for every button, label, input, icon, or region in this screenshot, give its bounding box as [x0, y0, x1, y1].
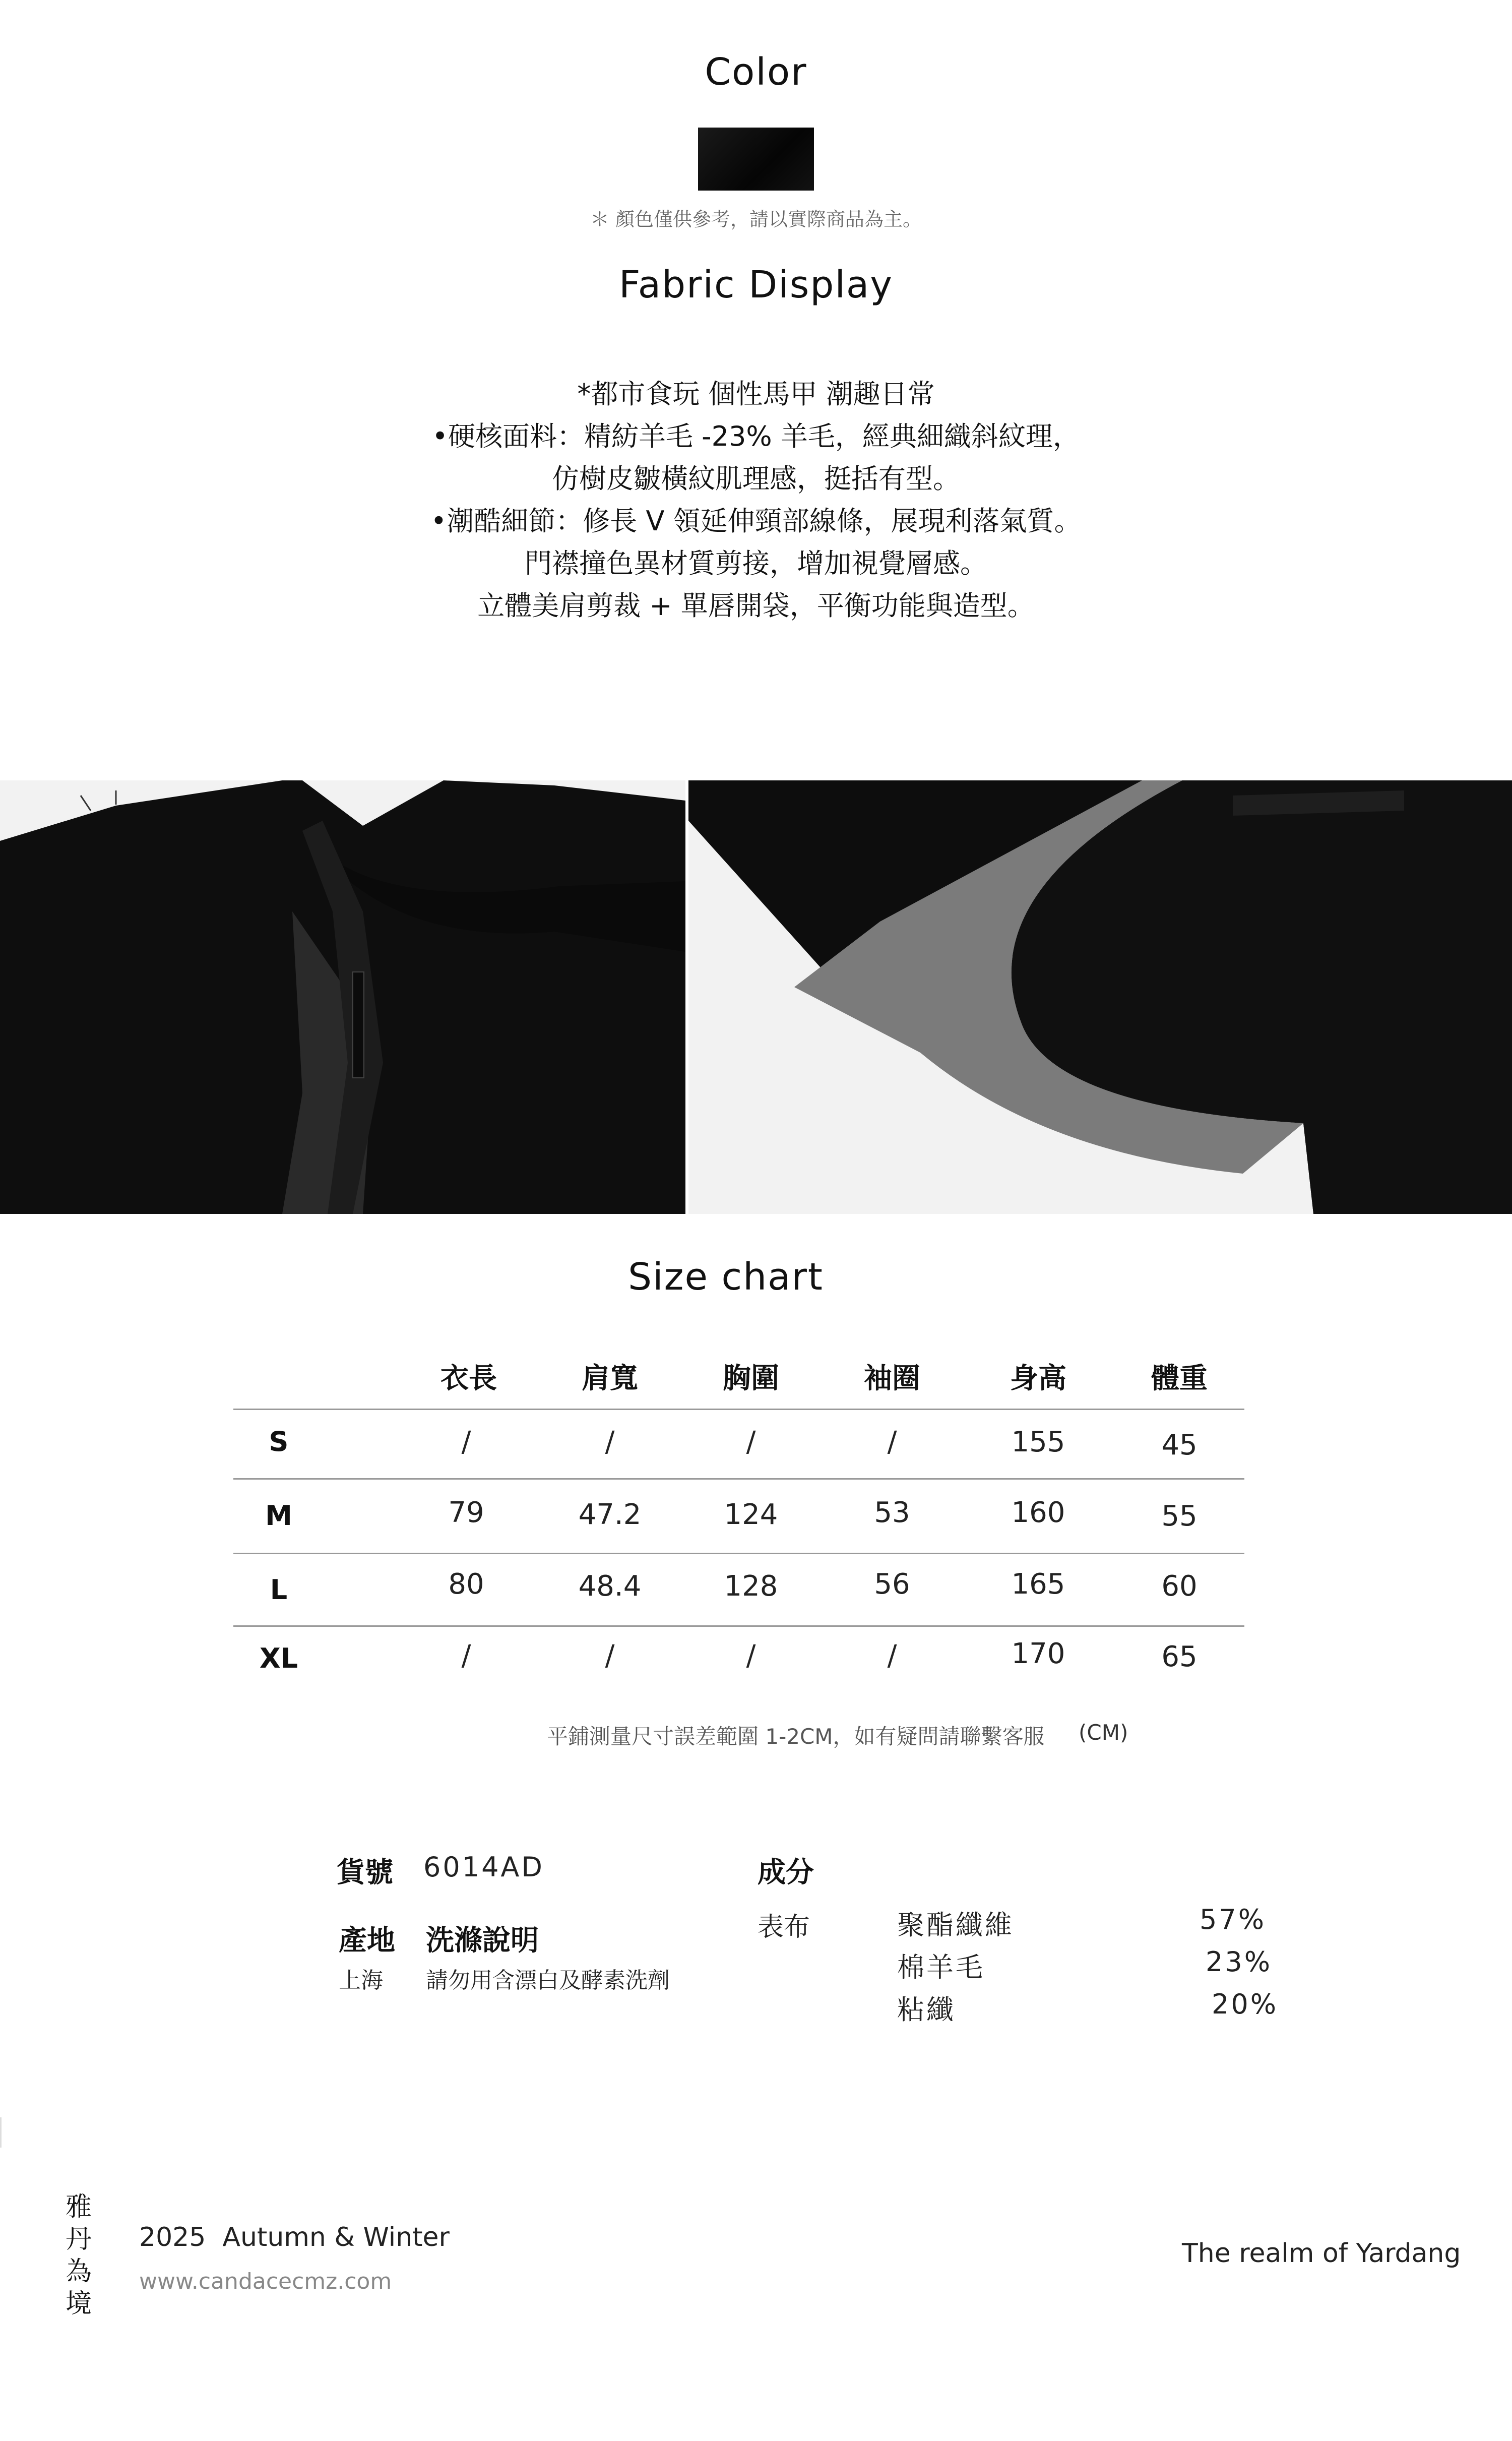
material-name: 聚酯纖維 — [897, 1909, 1014, 1941]
table-cell: / — [461, 1426, 471, 1458]
column-header: 衣長 — [440, 1362, 497, 1395]
vest-collar-photo — [0, 780, 685, 1214]
size-label: L — [270, 1574, 288, 1606]
item-no-value: 6014AD — [423, 1851, 544, 1883]
brand-char: 雅 — [65, 2192, 92, 2222]
color-swatch[interactable] — [698, 128, 814, 191]
column-header: 體重 — [1151, 1362, 1208, 1395]
table-cell: 48.4 — [578, 1570, 642, 1603]
table-cell: 170 — [1011, 1637, 1065, 1670]
table-cell: / — [605, 1426, 615, 1458]
size-chart-unit: (CM) — [1079, 1720, 1128, 1745]
table-divider — [233, 1625, 1244, 1627]
item-no-label: 貨號 — [337, 1856, 393, 1889]
footer-edge-mark — [0, 2117, 2, 2148]
size-label: XL — [259, 1642, 298, 1674]
footer-website[interactable]: www.candacecmz.com — [139, 2269, 392, 2294]
table-cell: / — [746, 1639, 756, 1672]
table-cell: / — [746, 1426, 756, 1458]
fabric-line: •硬核面料：精紡羊毛 -23% 羊毛，經典細織斜紋理， — [432, 420, 1080, 452]
table-cell: 80 — [448, 1568, 484, 1601]
footer-tagline: The realm of Yardang — [1182, 2238, 1461, 2269]
table-divider — [233, 1409, 1244, 1410]
table-cell: 53 — [874, 1496, 910, 1529]
column-header: 袖圈 — [864, 1362, 920, 1395]
size-label: S — [269, 1426, 289, 1457]
table-cell: 128 — [724, 1570, 778, 1603]
size-chart-note: 平鋪測量尺寸誤差範圍 1-2CM，如有疑問請聯繫客服 — [547, 1724, 1045, 1749]
table-cell: / — [887, 1639, 897, 1672]
color-title: Color — [705, 50, 807, 94]
material-name: 棉羊毛 — [897, 1951, 985, 1983]
material-name: 粘纖 — [897, 1994, 956, 2026]
origin-value: 上海 — [339, 1968, 383, 1993]
fabric-line: 門襟撞色異材質剪接，增加視覺層感。 — [525, 547, 987, 579]
fabric-line: *都市食玩 個性馬甲 潮趣日常 — [577, 378, 935, 410]
origin-label: 產地 — [339, 1924, 395, 1957]
wash-label: 洗滌說明 — [426, 1924, 539, 1957]
table-cell: 124 — [724, 1498, 778, 1531]
table-cell: 65 — [1161, 1640, 1198, 1673]
table-divider — [233, 1478, 1244, 1480]
table-cell: 79 — [448, 1496, 484, 1529]
fabric-line: •潮酷細節：修長 V 領延伸頸部線條，展現利落氣質。 — [430, 505, 1082, 537]
column-header: 胸圍 — [723, 1362, 779, 1395]
fabric-title: Fabric Display — [618, 263, 894, 307]
wash-value: 請勿用含漂白及酵素洗劑 — [426, 1968, 670, 1993]
brand-char: 丹 — [65, 2224, 92, 2254]
column-header: 身高 — [1010, 1362, 1066, 1395]
table-cell: / — [461, 1639, 471, 1672]
table-cell: 55 — [1161, 1500, 1198, 1533]
table-cell: 47.2 — [578, 1498, 642, 1531]
table-cell: 56 — [874, 1568, 910, 1601]
fabric-line: 仿樹皮皺橫紋肌理感，挺括有型。 — [552, 463, 960, 495]
brand-char: 為 — [65, 2256, 92, 2287]
fabric-line: 立體美肩剪裁 + 單唇開袋，平衡功能與造型。 — [477, 590, 1035, 622]
table-cell: 165 — [1011, 1568, 1065, 1601]
material-pct: 20% — [1212, 1988, 1279, 2020]
table-cell: 160 — [1011, 1496, 1065, 1529]
color-note: ＊ 顏色僅供參考，請以實際商品為主。 — [590, 208, 922, 230]
composition-label: 成分 — [758, 1856, 814, 1889]
material-pct: 57% — [1200, 1904, 1267, 1935]
size-label: M — [265, 1500, 292, 1532]
footer-season: 2025 Autumn & Winter — [139, 2222, 450, 2252]
table-cell: 155 — [1011, 1426, 1065, 1458]
table-cell: / — [887, 1426, 897, 1458]
vest-pocket-photo — [688, 780, 1512, 1214]
brand-vertical — [64, 2191, 94, 2320]
table-divider — [233, 1553, 1244, 1554]
size-chart-title: Size chart — [628, 1255, 824, 1299]
fabric-description — [0, 373, 1512, 627]
material-pct: 23% — [1206, 1946, 1273, 1978]
brand-char: 境 — [65, 2289, 92, 2319]
outer-fabric-label: 表布 — [758, 1912, 810, 1942]
table-cell: 45 — [1161, 1429, 1198, 1461]
table-cell: / — [605, 1639, 615, 1672]
column-header: 肩寬 — [582, 1362, 638, 1395]
table-cell: 60 — [1161, 1570, 1198, 1603]
